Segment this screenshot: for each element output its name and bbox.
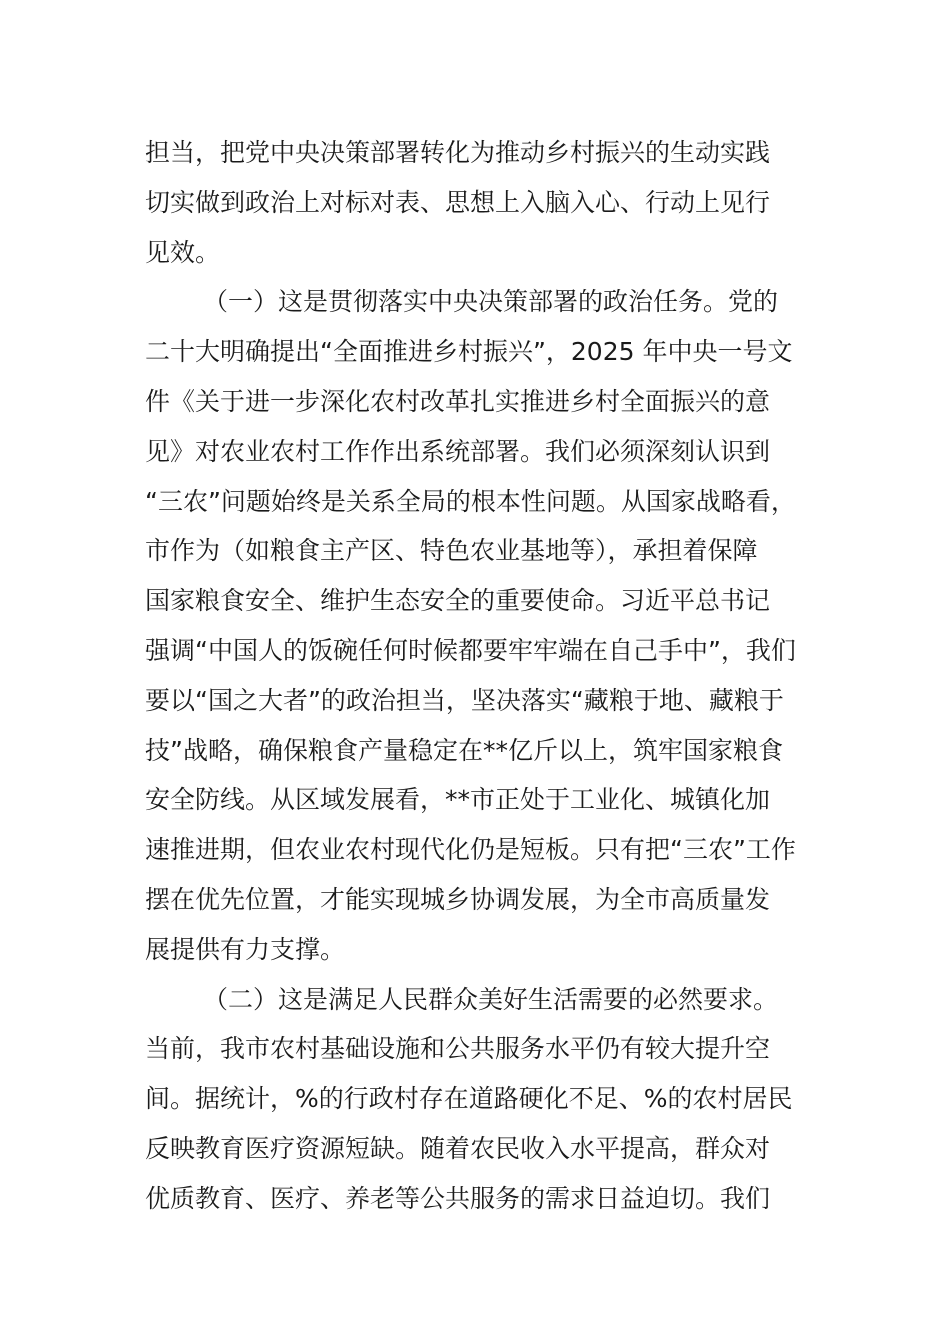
text-line: 见效。 — [145, 237, 221, 267]
text-line: 见》对农业农村工作作出系统部署。我们必须深刻认识到 — [145, 436, 771, 466]
text-line: 摆在优先位置，才能实现城乡协调发展，为全市高质量发 — [145, 884, 771, 914]
section-heading-line: （一）这是贯彻落实中央决策部署的政治任务。党的 — [203, 287, 779, 317]
text-line: 当前，我市农村基础设施和公共服务水平仍有较大提升空 — [145, 1034, 771, 1064]
body-text — [145, 128, 810, 1224]
text-line: “三农”问题始终是关系全局的根本性问题。从国家战略看， — [145, 486, 796, 516]
text-line: 反映教育医疗资源短缺。随着农民收入水平提高，群众对 — [145, 1133, 771, 1163]
text-line: 担当，把党中央决策部署转化为推动乡村振兴的生动实践 — [145, 138, 771, 167]
text-line: 要以“国之大者”的政治担当，坚决落实“藏粮于地、藏粮于 — [145, 685, 784, 715]
text-line: 展提供有力支撑。 — [145, 934, 346, 964]
text-line: 间。据统计，%的行政村存在道路硬化不足、%的农村居民 — [145, 1084, 793, 1114]
text-line: 速推进期，但农业农村现代化仍是短板。只有把“三农”工作 — [145, 835, 796, 865]
text-line: 技”战略，确保粮食产量稳定在**亿斤以上，筑牢国家粮食 — [145, 735, 783, 765]
text-line: 市作为（如粮食主产区、特色农业基地等），承担着保障 — [145, 536, 758, 566]
text-line: 件《关于进一步深化农村改革扎实推进乡村全面振兴的意 — [145, 386, 771, 416]
text-line: 强调“中国人的饭碗任何时候都要牢牢端在自己手中”，我们 — [145, 635, 796, 665]
text-line: 国家粮食安全、维护生态安全的重要使命。习近平总书记 — [145, 586, 771, 616]
section-heading-line: （二）这是满足人民群众美好生活需要的必然要求。 — [203, 984, 779, 1014]
text-line: 优质教育、医疗、养老等公共服务的需求日益迫切。我们 — [145, 1183, 771, 1213]
text-line: 二十大明确提出“全面推进乡村振兴”，2025 年中央一号文 — [145, 337, 793, 367]
text-line: 切实做到政治上对标对表、思想上入脑入心、行动上见行 — [145, 187, 771, 217]
text-line: 安全防线。从区域发展看，**市正处于工业化、城镇化加 — [145, 785, 771, 815]
